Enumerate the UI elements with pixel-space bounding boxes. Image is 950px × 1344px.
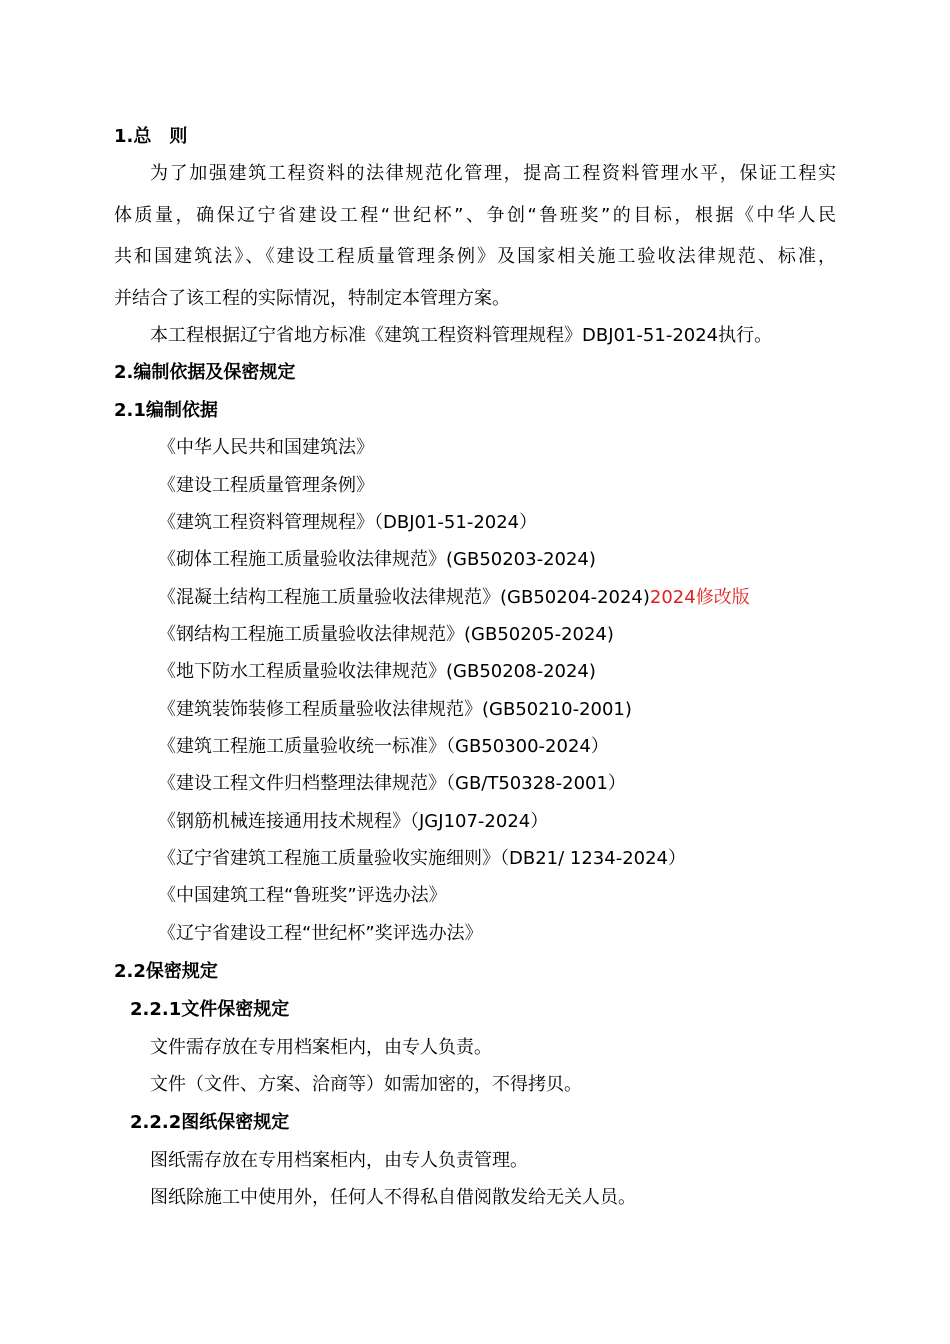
reference-item: 《地下防水工程质量验收法律规范》(GB50208-2024) — [158, 661, 596, 682]
section-2-1-heading: 2.1编制依据 — [114, 400, 218, 421]
reference-item: 《中华人民共和国建筑法》 — [158, 437, 374, 458]
paragraph-1-line-2: 体质量，确保辽宁省建设工程“世纪杯”、争创“鲁班奖”的目标，根据《中华人民 — [114, 205, 836, 226]
reference-item: 《建筑工程施工质量验收统一标准》（GB50300-2024） — [158, 736, 609, 757]
section-2-2-heading: 2.2保密规定 — [114, 961, 218, 982]
reference-item: 《建设工程文件归档整理法律规范》（GB/T50328-2001） — [158, 773, 626, 794]
reference-item: 《钢结构工程施工质量验收法律规范》(GB50205-2024) — [158, 624, 614, 645]
reference-item: 《建筑工程资料管理规程》（DBJ01-51-2024） — [158, 512, 538, 533]
reference-item: 《辽宁省建筑工程施工质量验收实施细则》（DB21/ 1234-2024） — [158, 848, 687, 869]
section-1-heading: 1.总 则 — [114, 126, 188, 147]
paragraph-1-line-3: 共和国建筑法》、《建设工程质量管理条例》及国家相关施工验收法律规范、标准， — [114, 246, 836, 267]
reference-item: 《砌体工程施工质量验收法律规范》(GB50203-2024) — [158, 549, 596, 570]
drawing-rule: 图纸需存放在专用档案柜内，由专人负责管理。 — [150, 1150, 528, 1171]
drawing-rule: 图纸除施工中使用外，任何人不得私自借阅散发给无关人员。 — [150, 1187, 636, 1208]
reference-item: 《建筑装饰装修工程质量验收法律规范》(GB50210-2001) — [158, 699, 632, 720]
section-2-2-2-heading: 2.2.2图纸保密规定 — [130, 1112, 290, 1133]
reference-item-text: 《混凝土结构工程施工质量验收法律规范》(GB50204-2024) — [158, 587, 650, 608]
paragraph-1-line-1: 为了加强建筑工程资料的法律规范化管理，提高工程资料管理水平，保证工程实 — [150, 163, 836, 184]
revision-note: 2024修改版 — [649, 587, 750, 608]
paragraph-2: 本工程根据辽宁省地方标准《建筑工程资料管理规程》DBJ01-51-2024执行。 — [150, 325, 773, 346]
reference-item: 《辽宁省建设工程“世纪杯”奖评选办法》 — [158, 923, 483, 944]
reference-item: 《钢筋机械连接通用技术规程》（JGJ107-2024） — [158, 811, 549, 832]
file-rule: 文件（文件、方案、洽商等）如需加密的，不得拷贝。 — [150, 1074, 582, 1095]
file-rule: 文件需存放在专用档案柜内，由专人负责。 — [150, 1037, 492, 1058]
section-2-heading: 2.编制依据及保密规定 — [114, 362, 296, 383]
reference-item: 《建设工程质量管理条例》 — [158, 475, 374, 496]
reference-item-with-note — [158, 587, 750, 609]
section-2-2-1-heading: 2.2.1文件保密规定 — [130, 999, 290, 1020]
paragraph-1-line-4: 并结合了该工程的实际情况，特制定本管理方案。 — [114, 288, 510, 309]
reference-item: 《中国建筑工程“鲁班奖”评选办法》 — [158, 885, 447, 906]
